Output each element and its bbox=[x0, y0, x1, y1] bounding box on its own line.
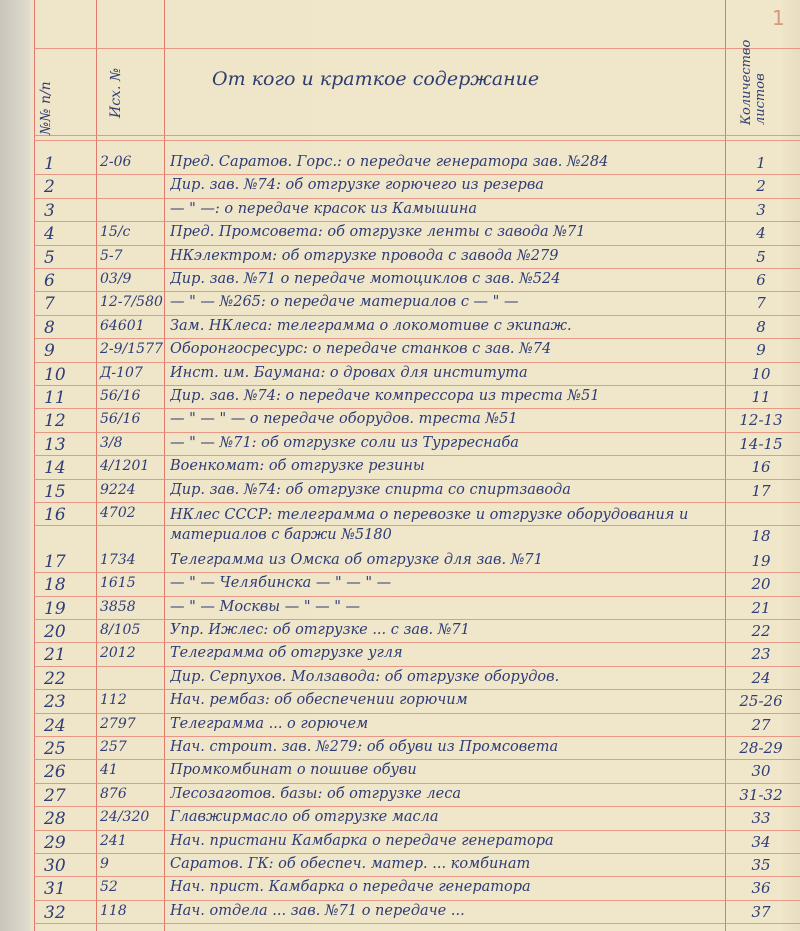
row-content: Саратов. ГК: об обеспеч. матер. ... комбинат bbox=[170, 856, 531, 872]
row-number: 10 bbox=[44, 364, 66, 385]
row-number: 21 bbox=[44, 645, 66, 666]
sheet-count: 25-26 bbox=[739, 692, 783, 711]
sheet-count: 16 bbox=[751, 458, 771, 477]
sheet-count: 27 bbox=[751, 715, 771, 734]
outgoing-number: 56/16 bbox=[100, 411, 141, 428]
row-content: Дир. зав. №74: об отгрузке горючего из резерва bbox=[170, 177, 544, 194]
row-content: — " — Челябинска — " — " — bbox=[170, 575, 392, 592]
sheet-count: 31-32 bbox=[739, 785, 783, 804]
outgoing-number: 9224 bbox=[100, 481, 136, 498]
sheet-count: 4 bbox=[756, 224, 766, 243]
sheet-count: 17 bbox=[751, 481, 771, 500]
row-content: Нач. прист. Камбарка о передаче генератора bbox=[170, 879, 531, 896]
sheet-count: 37 bbox=[751, 902, 771, 921]
outgoing-number: 4702 bbox=[100, 505, 136, 521]
row-number: 6 bbox=[44, 271, 55, 291]
row-number: 30 bbox=[44, 856, 66, 876]
row-number: 18 bbox=[44, 575, 66, 596]
row-number: 27 bbox=[44, 785, 66, 806]
sheet-count: 34 bbox=[751, 832, 771, 851]
sheet-count: 19 bbox=[751, 551, 771, 570]
row-number: 7 bbox=[44, 294, 55, 315]
row-content: Инст. им. Баумана: о дровах для института bbox=[170, 364, 528, 381]
outgoing-number: 24/320 bbox=[100, 809, 150, 826]
sheet-count: 23 bbox=[751, 645, 771, 664]
row-content: Дир. зав. №74: об отгрузке спирта со спиртзавода bbox=[170, 481, 571, 498]
row-content: Нач. пристани Камбарка о передаче генератора bbox=[170, 832, 554, 849]
row-content: Нач. рембаз: об обеспечении горючим bbox=[170, 692, 468, 709]
row-rule bbox=[34, 525, 800, 526]
outgoing-number: 2-9/1577 bbox=[100, 341, 163, 358]
outgoing-number: 2797 bbox=[100, 715, 136, 732]
row-number: 1 bbox=[44, 154, 55, 174]
outgoing-number: 2-06 bbox=[100, 154, 132, 170]
row-rule bbox=[34, 853, 800, 854]
row-content: Оборонгосресурс: о передаче станков с зав. №74 bbox=[170, 341, 552, 358]
row-content: НКэлектром: об отгрузке провода с завода №279 bbox=[170, 247, 559, 264]
row-rule bbox=[34, 759, 800, 760]
header-bottom-rule bbox=[34, 135, 800, 136]
row-rule bbox=[34, 900, 800, 901]
outgoing-number: 241 bbox=[100, 832, 127, 849]
row-number: 17 bbox=[44, 551, 66, 572]
row-number: 19 bbox=[44, 598, 66, 619]
outgoing-number: 1734 bbox=[100, 551, 136, 568]
row-content: — " —: о передаче красок из Камышина bbox=[170, 200, 478, 217]
row-content: Военкомат: об отгрузке резины bbox=[170, 458, 425, 475]
header-outgoing: Исх. № bbox=[108, 67, 124, 118]
sheet-count: 36 bbox=[751, 879, 771, 898]
row-number: 20 bbox=[44, 622, 66, 642]
row-number: 28 bbox=[44, 809, 66, 830]
row-content: Телеграмма ... о горючем bbox=[170, 715, 369, 732]
sheet-count: 5 bbox=[756, 247, 766, 266]
outgoing-number: 41 bbox=[100, 762, 118, 779]
outgoing-number: 3858 bbox=[100, 598, 136, 615]
sheet-count: 21 bbox=[751, 598, 771, 617]
sheet-count: 24 bbox=[751, 668, 771, 687]
sheet-count: 33 bbox=[751, 809, 771, 828]
sheet-count: 12-13 bbox=[739, 411, 783, 430]
row-rule bbox=[34, 923, 800, 924]
row-content: Дир. Серпухов. Молзавода: об отгрузке оборудов. bbox=[170, 668, 560, 685]
row-number: 5 bbox=[44, 247, 55, 268]
outgoing-number: 2012 bbox=[100, 645, 136, 662]
row-number: 16 bbox=[44, 505, 66, 525]
row-number: 22 bbox=[44, 668, 66, 689]
header-quantity: Количество листов bbox=[739, 39, 768, 125]
outgoing-number: 52 bbox=[100, 879, 118, 896]
outgoing-number: 12-7/580 bbox=[100, 294, 163, 311]
sheet-count: 20 bbox=[751, 575, 771, 594]
row-number: 15 bbox=[44, 481, 66, 502]
row-rule bbox=[34, 315, 800, 316]
sheet-count: 18 bbox=[751, 527, 771, 545]
sheet-count: 22 bbox=[751, 622, 771, 640]
row-number: 32 bbox=[44, 902, 66, 923]
outgoing-number: 876 bbox=[100, 785, 127, 802]
outgoing-number: 118 bbox=[100, 902, 127, 919]
outgoing-number: 8/105 bbox=[100, 622, 141, 638]
row-rule bbox=[34, 221, 800, 222]
row-content: Промкомбинат о пошиве обуви bbox=[170, 762, 417, 779]
page-number: 1 bbox=[772, 6, 785, 30]
row-number: 14 bbox=[44, 458, 66, 479]
sheet-count: 8 bbox=[756, 317, 766, 336]
row-rule bbox=[34, 455, 800, 456]
sheet-count: 1 bbox=[756, 154, 766, 172]
row-number: 11 bbox=[44, 388, 66, 408]
row-number: 24 bbox=[44, 715, 66, 736]
row-rule bbox=[34, 408, 800, 409]
row-content: Зам. НКлеса: телеграмма о локомотиве с экипаж. bbox=[170, 317, 572, 334]
row-number: 29 bbox=[44, 832, 66, 853]
row-rule bbox=[34, 806, 800, 807]
row-rule bbox=[34, 291, 800, 292]
row-rule bbox=[34, 736, 800, 737]
sheet-count: 6 bbox=[756, 271, 766, 289]
sheet-count: 10 bbox=[751, 364, 771, 383]
row-rule bbox=[34, 245, 800, 246]
row-number: 4 bbox=[44, 224, 55, 245]
outgoing-number: 56/16 bbox=[100, 388, 141, 404]
sheet-count: 11 bbox=[751, 388, 771, 406]
row-content: Телеграмма об отгрузке угля bbox=[170, 645, 403, 662]
row-rule bbox=[34, 689, 800, 690]
row-content: Главжирмасло об отгрузке масла bbox=[170, 809, 439, 826]
row-rule bbox=[34, 362, 800, 363]
row-rule bbox=[34, 198, 800, 199]
row-rule bbox=[34, 830, 800, 831]
row-content: Нач. отдела ... зав. №71 о передаче ... bbox=[170, 902, 465, 919]
row-content: Нач. строит. зав. №279: об обуви из Промсовета bbox=[170, 739, 559, 755]
header-top-rule bbox=[34, 48, 800, 49]
outgoing-number: 64601 bbox=[100, 317, 145, 334]
sheet-count: 28-29 bbox=[739, 739, 783, 757]
row-content: Лесозаготов. базы: об отгрузке леса bbox=[170, 785, 462, 802]
sheet-count: 3 bbox=[756, 200, 766, 219]
outgoing-number: 5-7 bbox=[100, 247, 123, 264]
row-rule bbox=[34, 174, 800, 175]
sheet-count: 7 bbox=[756, 294, 766, 313]
row-content: — " — " — о передаче оборудов. треста №51 bbox=[170, 411, 518, 428]
row-number: 12 bbox=[44, 411, 66, 432]
header-content: От кого и краткое содержание bbox=[212, 68, 540, 90]
outgoing-number: 15/с bbox=[100, 224, 131, 241]
row-rule bbox=[34, 596, 800, 597]
row-content: Упр. Ижлес: об отгрузке ... с зав. №71 bbox=[170, 622, 470, 638]
row-rule bbox=[34, 783, 800, 784]
outgoing-number: 03/9 bbox=[100, 271, 132, 287]
row-rule bbox=[34, 619, 800, 620]
header-bottom-rule bbox=[34, 140, 800, 141]
outgoing-number: 257 bbox=[100, 739, 127, 755]
row-number: 25 bbox=[44, 739, 66, 759]
row-rule bbox=[34, 666, 800, 667]
row-content: Телеграмма из Омска об отгрузке для зав. №71 bbox=[170, 551, 543, 568]
row-content: Дир. зав. №74: о передаче компрессора из треста №51 bbox=[170, 388, 600, 404]
row-content: Пред. Саратов. Горс.: о передаче генератора зав. №284 bbox=[170, 154, 609, 170]
outgoing-number: Д-107 bbox=[100, 364, 143, 381]
row-rule bbox=[34, 338, 800, 339]
row-rule bbox=[34, 432, 800, 433]
outgoing-number: 9 bbox=[100, 856, 109, 872]
row-rule bbox=[34, 713, 800, 714]
row-rule bbox=[34, 385, 800, 386]
row-content: — " — Москвы — " — " — bbox=[170, 598, 360, 615]
header-number: №№ п/п bbox=[38, 81, 54, 135]
row-rule bbox=[34, 479, 800, 480]
row-number: 3 bbox=[44, 200, 55, 221]
row-number: 2 bbox=[44, 177, 55, 198]
sheet-count: 14-15 bbox=[739, 434, 783, 453]
row-number: 23 bbox=[44, 692, 66, 713]
sheet-count: 35 bbox=[751, 856, 771, 874]
row-number: 13 bbox=[44, 434, 66, 455]
row-number: 9 bbox=[44, 341, 55, 362]
row-number: 26 bbox=[44, 762, 66, 783]
outgoing-number: 4/1201 bbox=[100, 458, 150, 475]
sheet-count: 30 bbox=[751, 762, 771, 781]
row-number: 31 bbox=[44, 879, 66, 900]
outgoing-number: 1615 bbox=[100, 575, 136, 592]
row-content: — " — №71: об отгрузке соли из Тургреснаба bbox=[170, 434, 519, 451]
row-content: НКлес СССР: телеграмма о перевозке и отгрузке оборудования и материалов с баржи №5180 bbox=[170, 507, 689, 543]
row-number: 8 bbox=[44, 317, 55, 338]
row-content: Дир. зав. №71 о передаче мотоциклов с зав. №524 bbox=[170, 271, 561, 287]
binding-edge bbox=[0, 0, 30, 931]
row-content: — " — №265: о передаче материалов с — " — bbox=[170, 294, 519, 311]
row-rule bbox=[34, 572, 800, 573]
row-rule bbox=[34, 502, 800, 503]
outgoing-number: 112 bbox=[100, 692, 127, 709]
sheet-count: 2 bbox=[756, 177, 766, 196]
row-rule bbox=[34, 876, 800, 877]
outgoing-number: 3/8 bbox=[100, 434, 123, 451]
row-content: Пред. Промсовета: об отгрузке ленты с завода №71 bbox=[170, 224, 586, 241]
row-rule bbox=[34, 268, 800, 269]
row-rule bbox=[34, 642, 800, 643]
sheet-count: 9 bbox=[756, 341, 766, 360]
